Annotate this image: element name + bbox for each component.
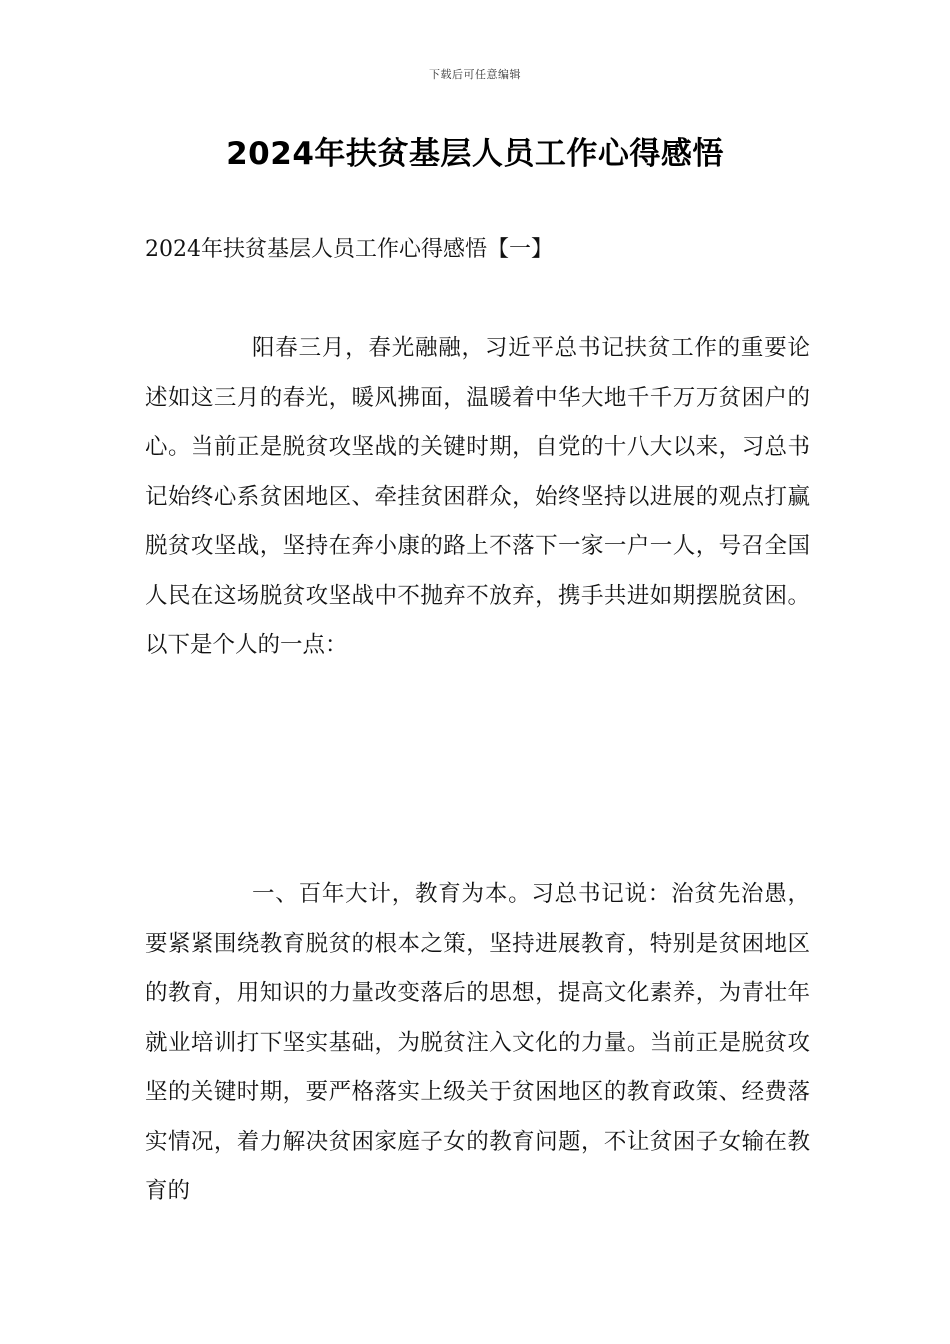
section-title: 2024年扶贫基层人员工作心得感悟【一】: [145, 237, 553, 262]
paragraph-intro: 阳春三月，春光融融，习近平总书记扶贫工作的重要论述如这三月的春光，暖风拂面，温暖着中华大地千千万万贫困户的心。当前正是脱贫攻坚战的关键时期，自党的十八大以来，习总书记始终心系贫困地区、牵挂贫困群众，始终坚持以进展的观点打赢脱贫攻坚战，坚持在奔小康的路上不落下一家一户一人，号召全国人民在这场脱贫攻坚战中不抛弃不放弃，携手共进如期摆脱贫困。以下是个人的一点：: [145, 335, 810, 658]
document-title: 2024年扶贫基层人员工作心得感悟: [226, 136, 724, 172]
header-note: 下载后可任意编辑: [429, 68, 521, 81]
paragraph-education: 一、百年大计，教育为本。习总书记说：治贫先治愚，要紧紧围绕教育脱贫的根本之策，坚持进展教育，特别是贫困地区的教育，用知识的力量改变落后的思想，提高文化素养，为青壮年就业培训打下坚实基础，为脱贫注入文化的力量。当前正是脱贫攻坚的关键时期，要严格落实上级关于贫困地区的教育政策、经费落实情况，着力解决贫困家庭子女的教育问题，不让贫困子女输在教育的: [145, 881, 810, 1204]
